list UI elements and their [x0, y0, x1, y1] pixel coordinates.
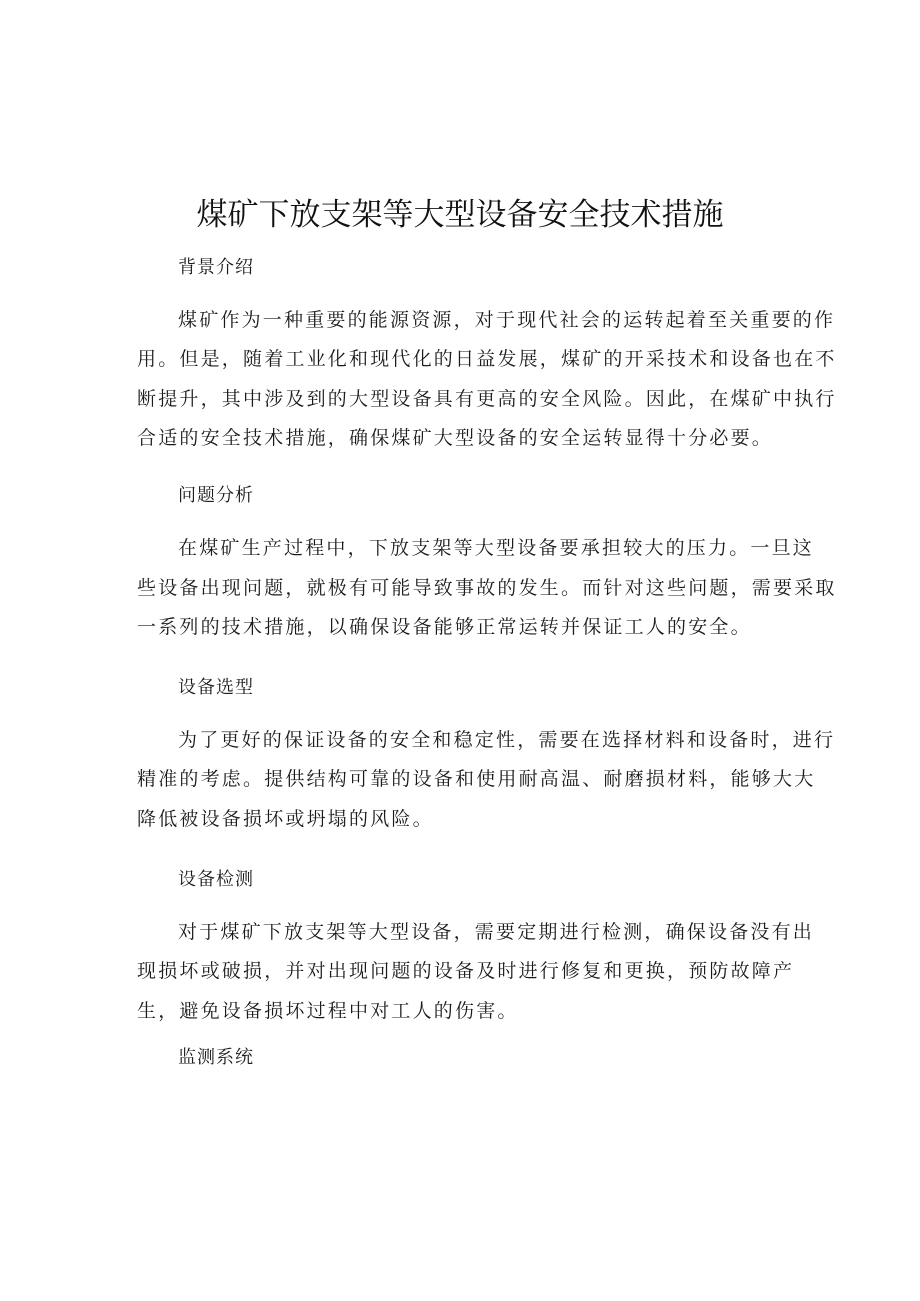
paragraph-line: 合适的安全技术措施，确保煤矿大型设备的安全运转显得十分必要。: [137, 427, 774, 449]
section-heading-equipment-selection: 设备选型: [178, 677, 254, 698]
paragraph-line: 对于煤矿下放支架等大型设备，需要定期进行检测，确保设备没有出: [178, 921, 815, 943]
paragraph-line: 降低被设备损坏或坍塌的风险。: [137, 808, 434, 830]
section-heading-monitoring-system: 监测系统: [178, 1047, 254, 1068]
section-heading-equipment-inspection: 设备检测: [178, 869, 254, 890]
paragraph-line: 煤矿作为一种重要的能源资源，对于现代社会的运转起着至关重要的作: [178, 309, 836, 331]
paragraph-line: 一系列的技术措施，以确保设备能够正常运转并保证工人的安全。: [137, 616, 752, 638]
document-title: 煤矿下放支架等大型设备安全技术措施: [196, 197, 724, 233]
paragraph-line: 为了更好的保证设备的安全和稳定性，需要在选择材料和设备时，进行: [178, 729, 836, 751]
section-heading-background: 背景介绍: [178, 257, 254, 278]
paragraph-line: 些设备出现问题，就极有可能导致事故的发生。而针对这些问题，需要采取: [137, 577, 837, 599]
paragraph-line: 生，避免设备损坏过程中对工人的伤害。: [137, 1000, 519, 1022]
paragraph-line: 在煤矿生产过程中，下放支架等大型设备要承担较大的压力。一旦这: [178, 537, 815, 559]
paragraph-line: 用。但是，随着工业化和现代化的日益发展，煤矿的开采技术和设备也在不: [137, 348, 837, 370]
paragraph-line: 断提升，其中涉及到的大型设备具有更高的安全风险。因此，在煤矿中执行: [137, 388, 837, 410]
section-heading-problem-analysis: 问题分析: [178, 485, 254, 506]
paragraph-line: 精准的考虑。提供结构可靠的设备和使用耐高温、耐磨损材料，能够大大: [137, 768, 816, 790]
paragraph-line: 现损坏或破损，并对出现问题的设备及时进行修复和更换，预防故障产: [137, 960, 795, 982]
